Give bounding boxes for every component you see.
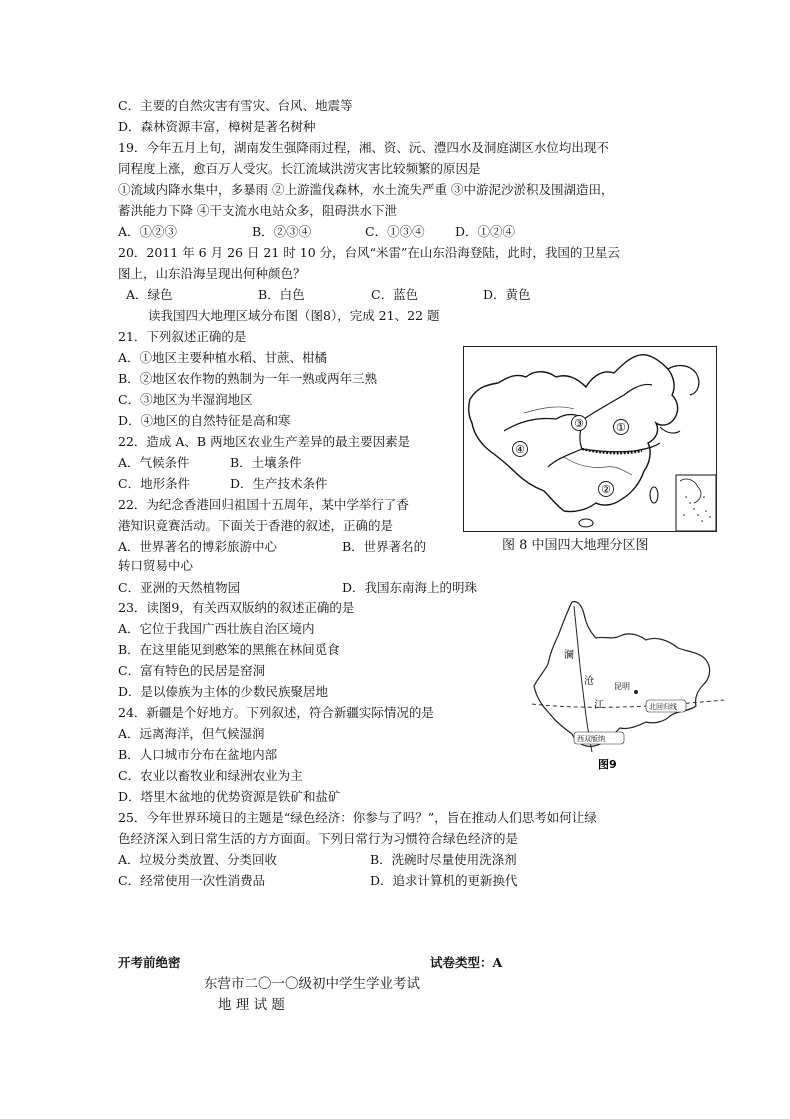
option: B．土壤条件 [230,455,302,470]
question-24: 24．新疆是个好地方。下列叙述，符合新疆实际情况的是 [118,705,434,720]
option: D．生产技术条件 [230,476,328,491]
region-label-3: ③ [574,417,584,430]
river-label-jiang: 江 [594,700,604,711]
text-line: A．远离海洋，但气候湿润 [118,726,265,741]
text-line: D．是以傣族为主体的少数民族聚居地 [118,684,329,699]
option: B．白色 [258,287,305,302]
region-label-2: ② [601,483,611,496]
question-22b: 22．为纪念香港回归祖国十五周年，某中学举行了香 [118,497,409,512]
option: A．绿色 [126,287,173,302]
city-label: 昆明 [614,682,630,691]
question-19: 19．今年五月上旬，湖南发生强降雨过程，湘、资、沅、澧四水及洞庭湖区水位均出现不 [118,140,609,155]
text-line: 蓄洪能力下降 ④干支流水电站众多，阻碍洪水下泄 [118,203,397,218]
question-25: 25．今年世界环境日的主题是“绿色经济：你参与了吗？”，旨在推动人们思考如何让绿 [118,810,597,825]
instruction: 读我国四大地理区域分布图（图8），完成 21、22 题 [148,308,440,323]
question-21: 21．下列叙述正确的是 [118,329,247,344]
question-22: 22．造成 A、B 两地区农业生产差异的最主要因素是 [118,434,411,449]
paper-type: 试卷类型：A [430,955,503,970]
text-line: 同程度上涨，愈百万人受灾。长江流域洪涝灾害比较频繁的原因是 [118,161,481,176]
option: D．①②④ [455,224,516,239]
subject-title: 地 理 试 题 [218,997,285,1013]
exam-title: 东营市二〇一〇级初中学生学业考试 [204,976,420,992]
option: C．亚洲的天然植物园 [118,580,241,595]
option: B．洗碗时尽量使用洗涤剂 [370,852,517,867]
text-line: A．①地区主要种植水稻、甘蔗、柑橘 [118,350,328,365]
china-outline-map [464,347,716,531]
text-line: C．③地区为半湿润地区 [118,392,253,407]
figure-9-caption: 图9 [598,758,617,771]
text-line: B．在这里能见到憨笨的黑熊在林间觅食 [118,642,340,657]
region-label-1: ① [616,421,626,434]
text-line: B．②地区农作物的熟制为一年一熟或两年三熟 [118,371,378,386]
text-line: C．富有特色的民居是窑洞 [118,663,266,678]
option: D．我国东南海上的明珠 [342,580,478,595]
option: B．②③④ [252,224,312,239]
place-label: 西双版纳 [577,735,605,743]
text-line: C．主要的自然灾害有雪灾、台风、地震等 [118,98,353,113]
option: A．世界著名的博彩旅游中心 [118,539,278,554]
confidential-label: 开考前绝密 [118,955,181,970]
text-line: 图上，山东沿海呈现出何种颜色？ [118,266,306,281]
option: C．经常使用一次性消费品 [118,873,266,888]
option: A．气候条件 [118,455,190,470]
region-label-4: ④ [515,443,525,456]
option: B．世界著名的 [342,539,427,554]
option: D．黄色 [483,287,531,302]
text-line: 色经济深入到日常生活的方方面面。下列日常行为习惯符合绿色经济的是 [118,831,519,846]
option: C．蓝色 [371,287,419,302]
river-label-cang: 沧 [584,676,594,687]
option: A．垃圾分类放置、分类回收 [118,852,278,867]
option: A．①②③ [118,224,178,239]
text-line: C．农业以畜牧业和绿洲农业为主 [118,768,303,783]
figure-9-map [528,596,728,772]
text-line: D．塔里木盆地的优势资源是铁矿和盐矿 [118,789,341,804]
option: D．追求计算机的更新换代 [370,873,518,888]
option: C．地形条件 [118,476,191,491]
text-line: D．④地区的自然特征是高和寒 [118,413,291,428]
text-line: 转口贸易中心 [118,558,194,573]
tropic-label: 北回归线 [649,703,677,711]
figure-8-map [463,346,717,532]
text-line: 港知识竟赛活动。下面关于香港的叙述，正确的是 [118,518,394,533]
yunnan-map [528,596,728,772]
text-line: D．森林资源丰富，樟树是著名树种 [118,119,316,134]
text-line: ①流域内降水集中，多暴雨 ②上游滥伐森林，水土流失严重 ③中游泥沙淤积及围湖造田， [118,182,614,197]
river-label-lan: 澜 [564,650,574,661]
option: C．①③④ [365,224,425,239]
question-20: 20．2011 年 6 月 26 日 21 时 10 分，台风“米雷”在山东沿海登陆，此时，我国的卫星云 [118,245,620,260]
question-23: 23．读图9，有关西双版纳的叙述正确的是 [118,600,355,615]
figure-8-caption: 图 8 中国四大地理分区图 [502,538,649,553]
text-line: B．人口城市分布在盆地内部 [118,747,278,762]
text-line: A．它位于我国广西壮族自治区境内 [118,621,315,636]
